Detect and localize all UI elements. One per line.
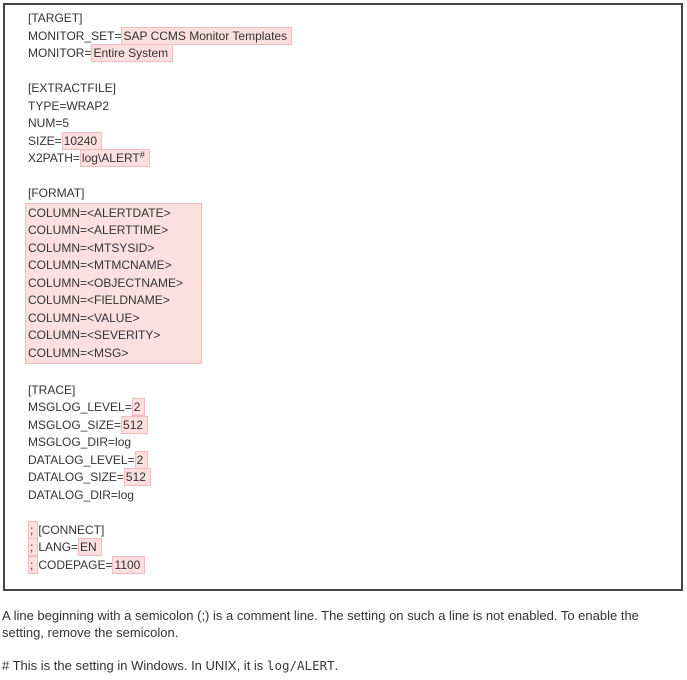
config-text: CODEPAGE=	[38, 557, 113, 572]
highlighted-value: 10240	[62, 132, 102, 150]
config-line	[28, 417, 681, 435]
footnote-text: # This is the setting in Windows. In UNIX, it is	[2, 658, 267, 673]
config-line: COLUMN=<FIELDNAME>	[28, 293, 170, 307]
highlighted-value: ;	[28, 521, 38, 539]
config-text: [TARGET]	[28, 11, 83, 25]
footnote-windows-unix	[2, 657, 683, 674]
config-line: COLUMN=<MTSYSID>	[28, 240, 155, 255]
config-text: LANG=	[38, 540, 79, 554]
config-line	[28, 10, 681, 28]
config-text: X2PATH=	[28, 151, 80, 165]
config-text: MSGLOG_LEVEL=	[28, 400, 132, 414]
config-line	[28, 382, 681, 400]
config-line: COLUMN=<MSG>	[28, 345, 129, 360]
unix-path-code: log/ALERT	[266, 658, 335, 673]
format-columns-highlight-block	[25, 203, 202, 365]
config-line	[28, 469, 681, 487]
config-text: [FORMAT]	[28, 186, 85, 200]
config-line	[28, 45, 681, 63]
highlighted-value: 1100	[112, 556, 145, 574]
highlighted-value: 512	[124, 468, 151, 486]
highlighted-value: ;	[28, 556, 38, 574]
config-line	[28, 115, 681, 133]
config-line: COLUMN=<OBJECTNAME>	[28, 275, 184, 290]
highlighted-value: 2	[135, 451, 149, 469]
config-text: TYPE=WRAP2	[28, 98, 110, 113]
blank-line	[28, 504, 681, 522]
footnote-text: .	[334, 658, 339, 673]
config-text: NUM=5	[28, 116, 70, 130]
comment-explanation-note: A line beginning with a semicolon (;) is a comment line. The setting on such a line is not enabled. To enable the setting, remove the semicolon.	[2, 608, 639, 640]
config-file-example-box	[3, 3, 683, 591]
config-line	[28, 80, 681, 98]
config-line	[28, 28, 681, 46]
config-line	[28, 434, 681, 452]
config-line	[28, 522, 681, 540]
config-text: MONITOR=	[28, 46, 92, 60]
config-line	[28, 487, 681, 505]
config-line	[28, 452, 681, 470]
config-line: COLUMN=<ALERTDATE>	[28, 205, 171, 220]
highlighted-value: Entire System	[91, 44, 173, 62]
blank-line	[28, 63, 681, 81]
config-text: MSGLOG_DIR=log	[28, 435, 132, 449]
config-text: MONITOR_SET=	[28, 28, 122, 43]
highlighted-value: log\ALERT#	[80, 149, 150, 167]
config-line: COLUMN=<SEVERITY>	[28, 328, 161, 342]
highlighted-value: 512	[121, 416, 148, 434]
highlighted-value: SAP CCMS Monitor Templates	[121, 27, 292, 45]
config-line	[28, 133, 681, 151]
config-text: [TRACE]	[28, 382, 76, 397]
config-line	[28, 150, 681, 168]
config-line: COLUMN=<MTMCNAME>	[28, 258, 172, 272]
config-text: [CONNECT]	[38, 522, 105, 537]
config-line: COLUMN=<VALUE>	[28, 310, 140, 325]
config-text: DATALOG_DIR=log	[28, 487, 134, 502]
config-line	[28, 185, 681, 203]
highlighted-value: ;	[28, 538, 38, 556]
highlighted-value: EN	[78, 538, 102, 556]
config-text: DATALOG_LEVEL=	[28, 452, 135, 467]
config-line	[28, 399, 681, 417]
blank-line	[28, 168, 681, 186]
highlighted-value: 2	[132, 398, 146, 416]
config-line	[28, 98, 681, 116]
config-text: DATALOG_SIZE=	[28, 470, 124, 484]
footnote-marker: #	[139, 150, 145, 160]
config-text: MSGLOG_SIZE=	[28, 417, 122, 432]
config-text: SIZE=	[28, 133, 62, 148]
config-line	[28, 539, 681, 557]
blank-line	[28, 364, 681, 382]
config-text: [EXTRACTFILE]	[28, 81, 117, 95]
config-line	[28, 557, 681, 575]
config-line: COLUMN=<ALERTTIME>	[28, 223, 169, 237]
